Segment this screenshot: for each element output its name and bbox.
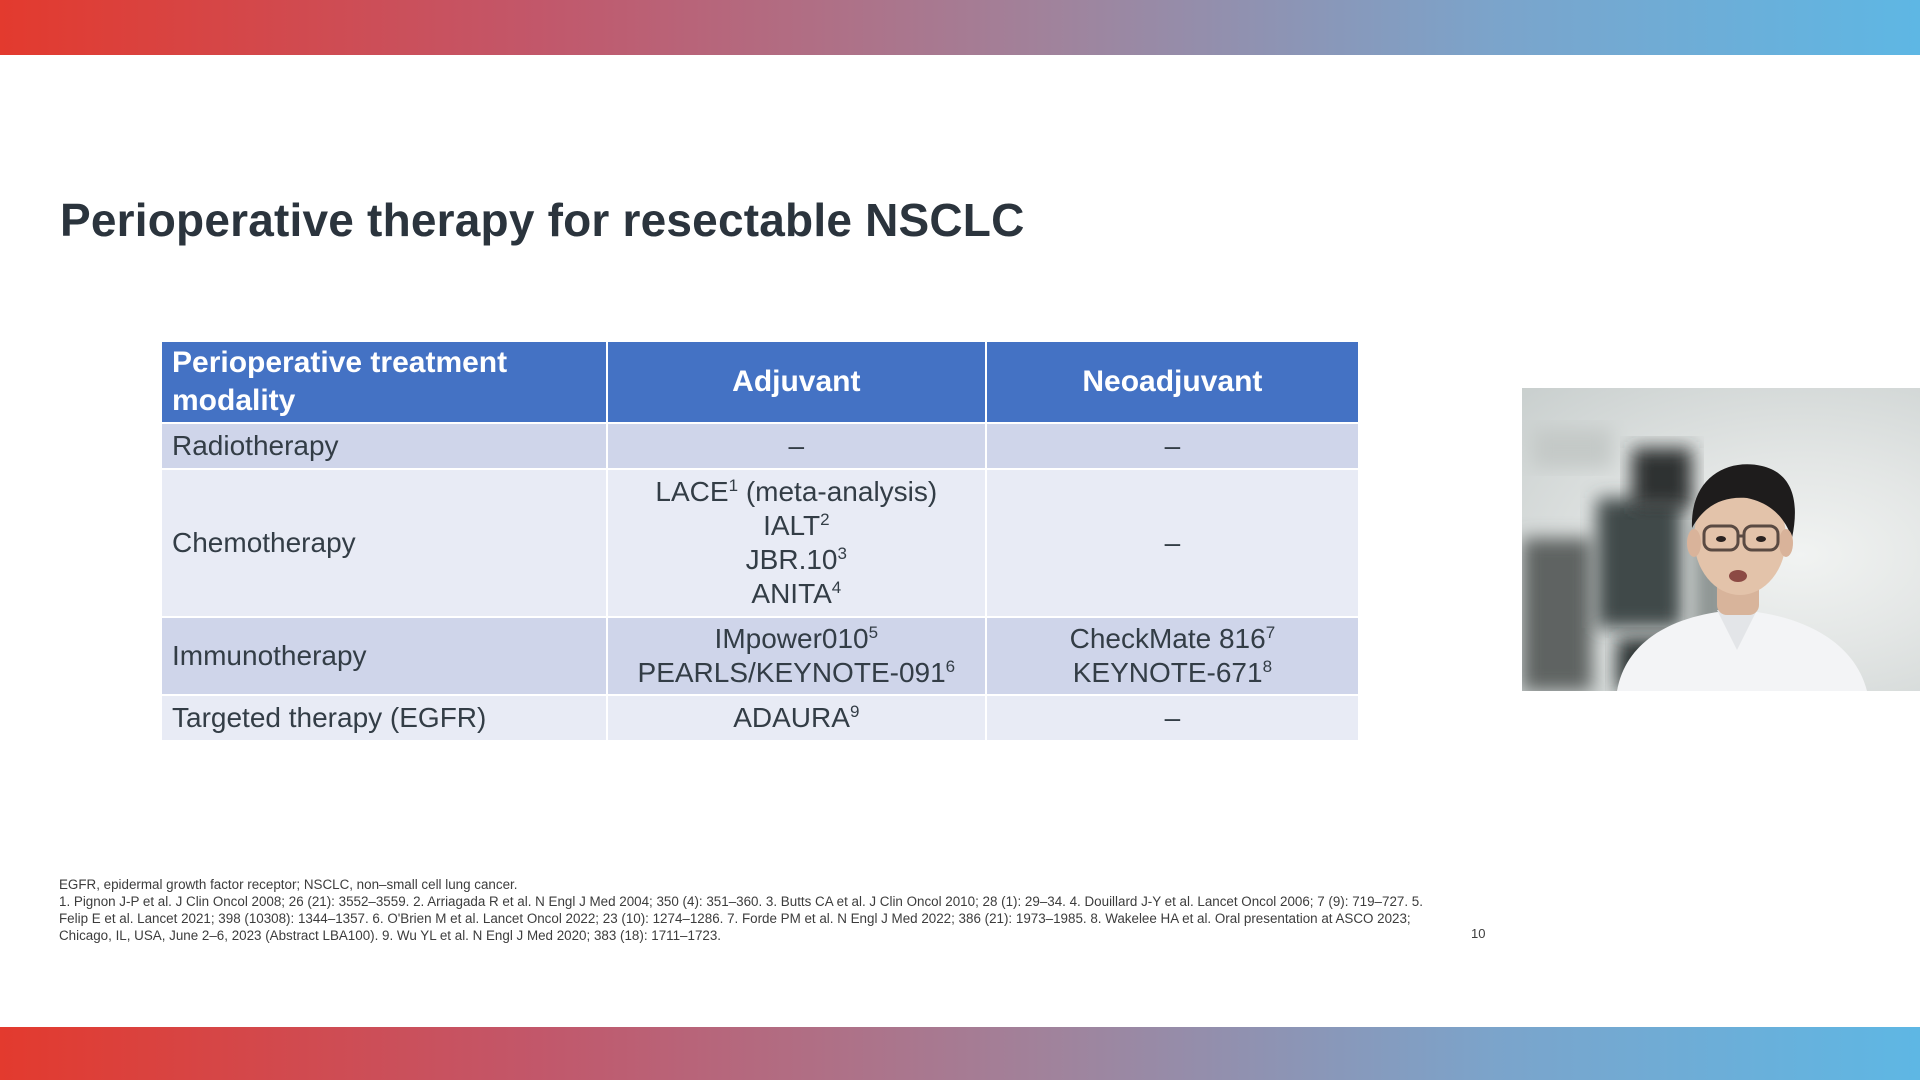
header-neoadjuvant: Neoadjuvant	[987, 342, 1358, 422]
abbreviations-note: EGFR, epidermal growth factor receptor; NSCLC, non–small cell lung cancer.	[59, 877, 518, 892]
reference-sup: 4	[831, 577, 842, 597]
trial-pearls	[618, 656, 975, 690]
trial-jbr10	[618, 543, 975, 577]
slide-title: Perioperative therapy for resectable NSCLC	[60, 194, 1025, 246]
trial-ialt	[618, 509, 975, 543]
trial-name: IMpower010	[714, 623, 869, 654]
trial-adaura	[618, 701, 975, 735]
neoadjuvant-cell	[987, 696, 1358, 740]
neoadjuvant-cell	[987, 424, 1358, 468]
trial-name: CheckMate 816	[1069, 623, 1266, 654]
reference-sup: 1	[728, 475, 739, 495]
neoadjuvant-cell	[987, 470, 1358, 616]
trial-checkmate816	[997, 622, 1348, 656]
reference-sup: 2	[820, 509, 830, 529]
adjuvant-cell	[608, 470, 985, 616]
trial-lace	[618, 475, 975, 509]
reference-sup: 8	[1262, 656, 1273, 676]
table-row-chemotherapy	[162, 470, 1358, 616]
trial-name: KEYNOTE-671	[1072, 657, 1263, 688]
table-row-immunotherapy	[162, 618, 1358, 694]
modality-cell: Radiotherapy	[162, 424, 606, 468]
trial-impower010	[618, 622, 975, 656]
top-gradient-band	[0, 0, 1920, 55]
dash-value: –	[1164, 430, 1181, 461]
reference-sup: 9	[849, 701, 860, 721]
header-adjuvant: Adjuvant	[608, 342, 985, 422]
table-header-row	[162, 342, 1358, 422]
adjuvant-cell	[608, 424, 985, 468]
reference-sup: 6	[945, 656, 956, 676]
therapy-table	[160, 340, 1360, 742]
presenter-video-feed	[1522, 388, 1920, 691]
trial-keynote671	[997, 656, 1348, 690]
references-note: 1. Pignon J-P et al. J Clin Oncol 2008; 26 (21): 3552–3559. 2. Arriagada R et al. N Engl J Med 2004; 350 (4): 351–360. 3. Butts CA et al. J Clin Oncol 2010; 28 (1): 29–34. 4. Douillard J-Y et al. Lancet Oncol 2006; 7 (9): 719–727. 5. Felip E et al. Lancet 2021; 398 (10308): 1344–1357. 6. O'Brien M et al. Lancet Oncol 2022; 23 (10): 1274–1286. 7. Forde PM et al. N Engl J Med 2022; 386 (21): 1973–1985. 8. Wakelee HA et al. Oral presentation at ASCO 2023; Chicago, IL, USA, June 2–6, 2023 (Abstract LBA100). 9. Wu YL et al. N Engl J Med 2020; 383 (18): 1711–1723.	[59, 894, 1423, 943]
modality-cell: Chemotherapy	[162, 470, 606, 616]
header-modality-line-2: modality	[172, 384, 296, 417]
trial-name: ADAURA	[733, 702, 850, 733]
trial-name: IALT	[763, 510, 821, 541]
table-row-radiotherapy	[162, 424, 1358, 468]
trial-name: JBR.10	[745, 544, 838, 575]
table-row-targeted	[162, 696, 1358, 740]
dash-value: –	[788, 430, 805, 461]
adjuvant-cell	[608, 618, 985, 694]
dash-value: –	[1164, 702, 1181, 733]
bottom-gradient-band	[0, 1027, 1920, 1080]
modality-cell: Targeted therapy (EGFR)	[162, 696, 606, 740]
footnotes	[59, 876, 1449, 944]
trial-name: PEARLS/KEYNOTE-091	[637, 657, 946, 688]
adjuvant-cell	[608, 696, 985, 740]
dash-value: –	[1164, 527, 1181, 558]
reference-sup: 7	[1265, 622, 1276, 642]
neoadjuvant-cell	[987, 618, 1358, 694]
trial-note: (meta-analysis)	[738, 476, 938, 507]
trial-name: ANITA	[751, 578, 832, 609]
reference-sup: 3	[837, 543, 847, 563]
header-modality-line-1: Perioperative treatment	[172, 346, 508, 379]
page-number: 10	[1471, 926, 1486, 941]
header-modality	[162, 342, 606, 422]
reference-sup: 5	[868, 622, 879, 642]
presenter-video-icon	[1522, 388, 1920, 691]
trial-name: LACE	[655, 476, 729, 507]
modality-cell: Immunotherapy	[162, 618, 606, 694]
trial-anita	[618, 577, 975, 611]
